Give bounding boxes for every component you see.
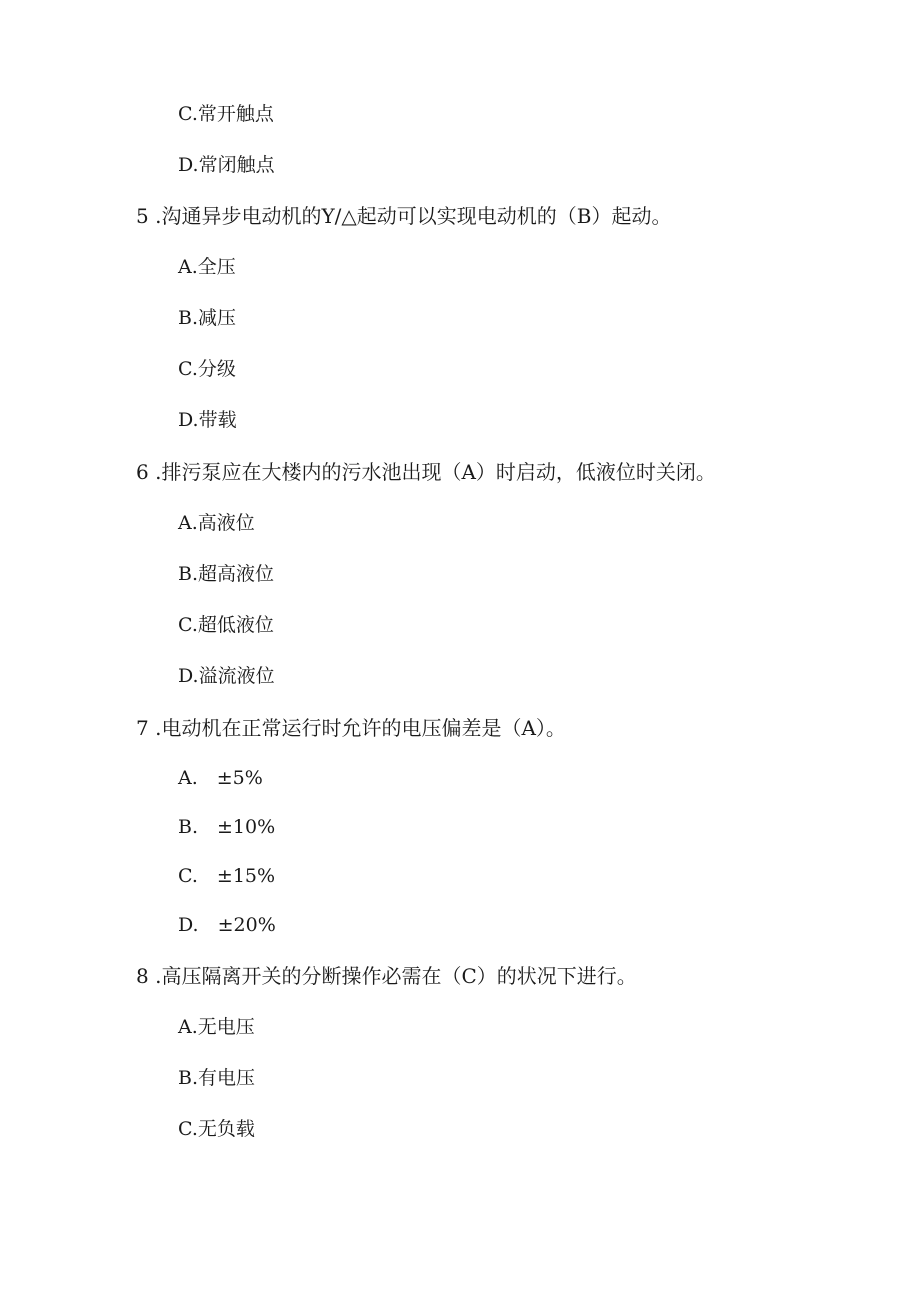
- option-5b: B.减压: [178, 307, 237, 329]
- option-4d: D.常闭触点: [178, 154, 275, 176]
- option-6d: D.溢流液位: [178, 665, 275, 687]
- option-7a: A. ±5%: [178, 767, 263, 789]
- question-7: 7 .电动机在正常运行时允许的电压偏差是（A）。: [136, 716, 566, 740]
- question-5: 5 .沟通异步电动机的Y/△起动可以实现电动机的（B）起动。: [136, 204, 672, 228]
- option-4c: C.常开触点: [178, 103, 274, 125]
- option-6a: A.高液位: [178, 512, 255, 534]
- option-5a: A.全压: [178, 256, 236, 278]
- option-6c: C.超低液位: [178, 614, 274, 636]
- question-8: 8 .高压隔离开关的分断操作必需在（C）的状况下进行。: [136, 964, 637, 988]
- option-7d: D. ±20%: [178, 914, 276, 936]
- option-5c: C.分级: [178, 358, 236, 380]
- option-8b: B.有电压: [178, 1067, 256, 1089]
- question-6: 6 .排污泵应在大楼内的污水池出现（A）时启动，低液位时关闭。: [136, 460, 716, 484]
- option-8a: A.无电压: [178, 1016, 255, 1038]
- option-6b: B.超高液位: [178, 563, 275, 585]
- option-8c: C.无负载: [178, 1118, 255, 1140]
- option-7b: B. ±10%: [178, 816, 276, 838]
- option-7c: C. ±15%: [178, 865, 276, 887]
- option-5d: D.带载: [178, 409, 237, 431]
